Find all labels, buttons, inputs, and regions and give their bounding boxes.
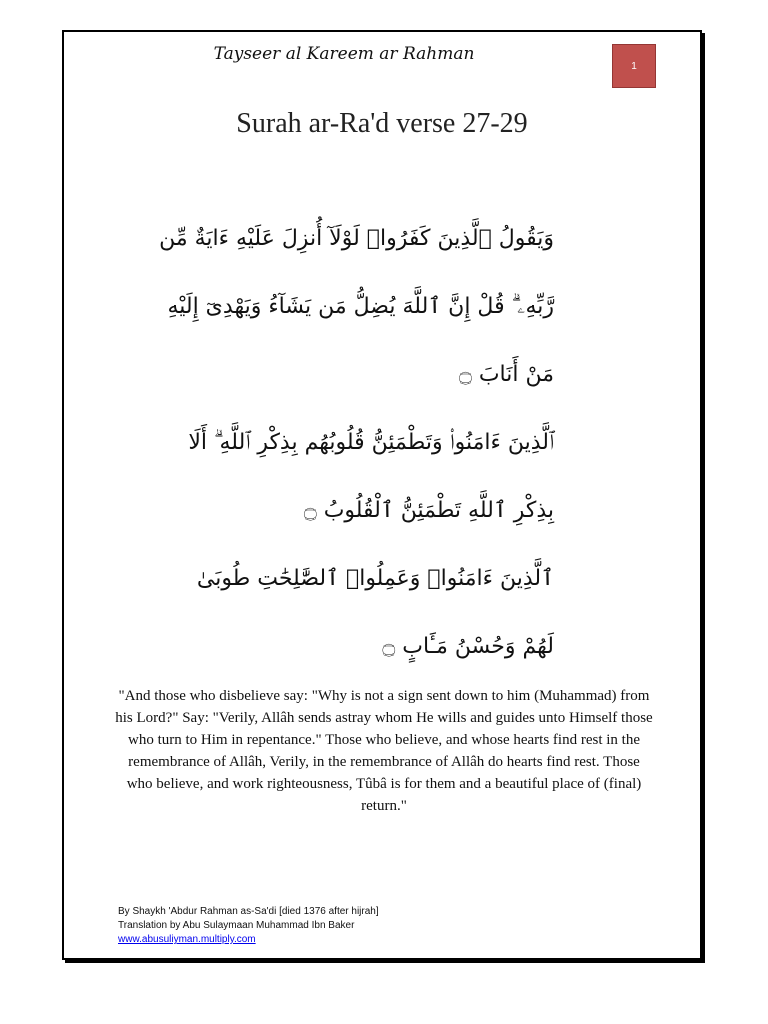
arabic-verse-line: رَّبِّهِۦ ۗ قُلْ إِنَّ ٱللَّهَ يُضِلُّ مَن يَشَآءُ وَيَهْدِىٓ إِلَيْهِ <box>167 294 554 319</box>
page-number-badge: 1 <box>612 44 656 88</box>
arabic-verse-line: ٱلَّذِينَ ءَامَنُوا۟ وَعَمِلُوا۟ ٱلصَّٰلِحَٰتِ طُوبَىٰ <box>196 566 554 591</box>
arabic-verse-block <box>159 217 554 693</box>
arabic-verse-line: وَيَقُولُ ٱلَّذِينَ كَفَرُوا۟ لَوْلَآ أُنزِلَ عَلَيْهِ ءَايَةٌ مِّن <box>159 226 554 251</box>
surah-title: Surah ar-Ra'd verse 27-29 <box>236 108 528 139</box>
translator-credit: Translation by Abu Sulaymaan Muhammad Ibn Baker <box>118 920 355 931</box>
arabic-verse-line: بِذِكْرِ ٱللَّهِ تَطْمَئِنُّ ٱلْقُلُوبُ ۝ <box>303 498 554 523</box>
author-credit: By Shaykh 'Abdur Rahman as-Sa'di [died 1376 after hijrah] <box>118 906 379 917</box>
arabic-verse-line: لَهُمْ وَحُسْنُ مَـَٔابٍ ۝ <box>382 634 554 659</box>
website-link[interactable]: www.abusuliyman.multiply.com <box>118 934 256 945</box>
arabic-verse-line: مَنْ أَنَابَ ۝ <box>458 362 554 387</box>
translation-paragraph: "And those who disbelieve say: "Why is not a sign sent down to him (Muhammad) from his Lord?" Say: "Verily, Allâh sends astray whom He wills and guides unto Himself those who turn to Him in repentance." Those who believe, and whose hearts find rest in the remembrance of Allâh, Verily, in the remembrance of Allâh do hearts find rest. Those who believe, and work righteousness, Tûbâ is for them and a beautiful place of (final) return." <box>115 688 653 814</box>
arabic-verse-line: ٱلَّذِينَ ءَامَنُوا۟ وَتَطْمَئِنُّ قُلُوبُهُم بِذِكْرِ ٱللَّهِ ۗ أَلَا <box>188 430 554 455</box>
footer-credits <box>118 905 379 947</box>
header-title: Tayseer al Kareem ar Rahman <box>213 44 475 64</box>
document-page <box>62 30 702 960</box>
